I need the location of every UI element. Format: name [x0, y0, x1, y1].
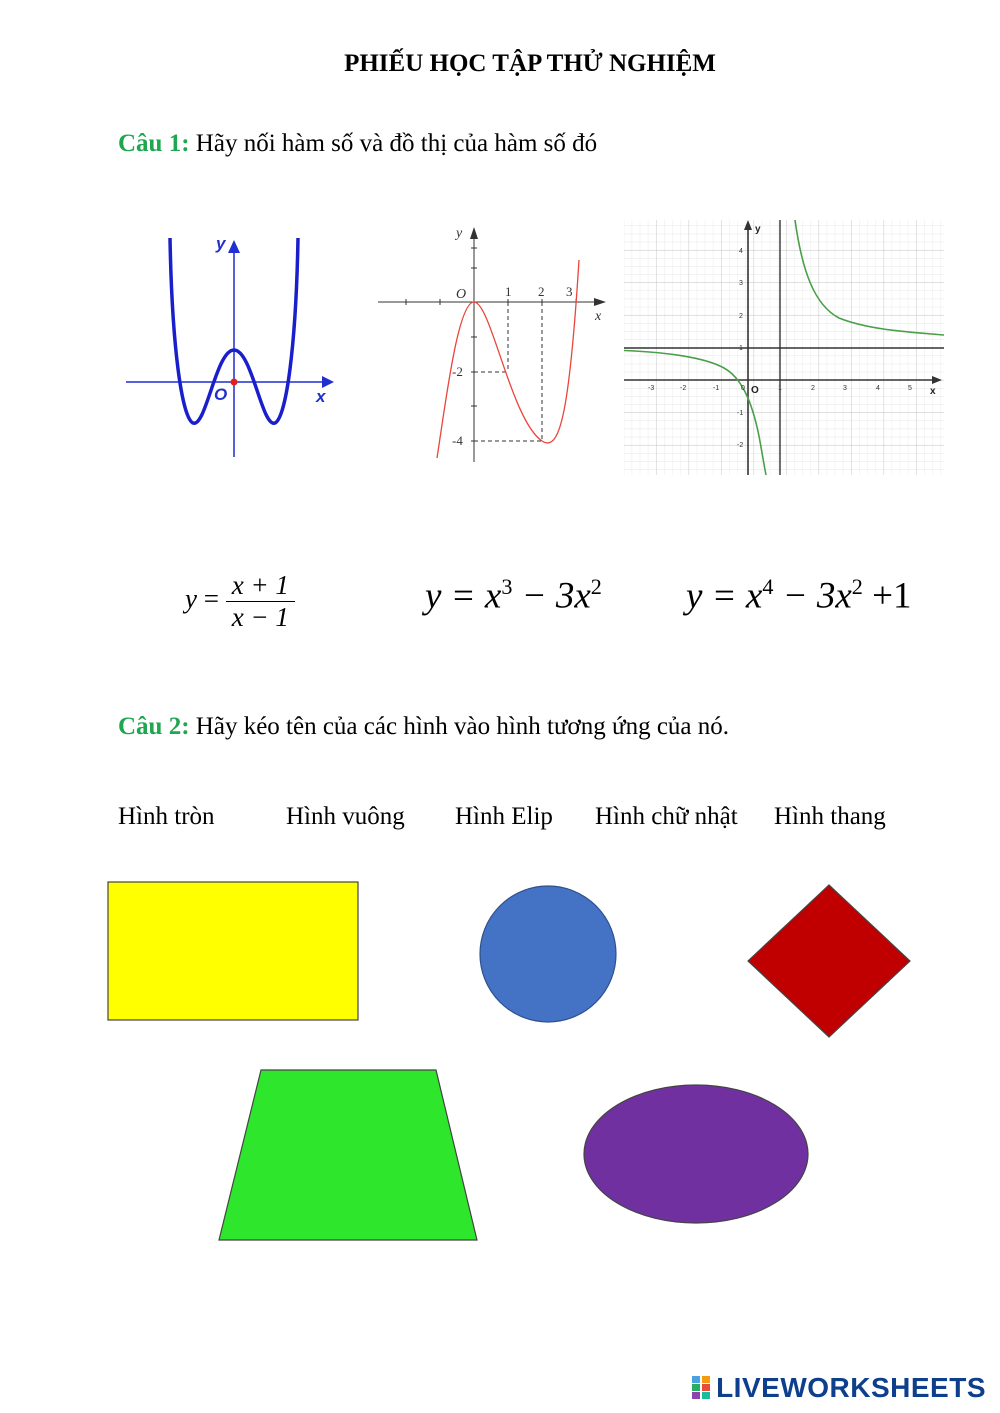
- graph-rational-y-tick: 3: [739, 280, 743, 287]
- graph-rational-y-tick: 4: [739, 248, 743, 255]
- question-2-text: Hãy kéo tên của các hình vào hình tương ứng của nó.: [189, 713, 730, 740]
- graph-rational-origin-label: O: [751, 385, 759, 396]
- graph-rational-y-label: y: [755, 224, 761, 235]
- graph-rational-x-label: x: [930, 386, 936, 397]
- graph-rational-y-tick: -2: [737, 442, 744, 449]
- graph-rational-y-tick: 1: [739, 345, 743, 352]
- graph-cubic-x-label: x: [595, 309, 602, 324]
- formula-quartic-part-c: +1: [862, 575, 912, 617]
- formula-cubic[interactable]: [425, 574, 602, 617]
- question-1: [118, 130, 597, 158]
- formula-cubic-part-a: y = x: [425, 575, 502, 617]
- shapes-area: [100, 870, 940, 1250]
- question-1-text: Hãy nối hàm số và đồ thị của hàm số đó: [189, 130, 598, 157]
- graph-cubic-y-tick-neg2: -2: [452, 364, 463, 379]
- graph-cubic-y-tick-neg4: -4: [452, 433, 463, 448]
- graph-rational-y-tick: -1: [737, 410, 744, 417]
- graph-cubic-x-tick-3: 3: [566, 284, 573, 299]
- formula-cubic-exp-b: 2: [590, 574, 602, 599]
- page-title: PHIẾU HỌC TẬP THỬ NGHIỆM: [344, 50, 716, 77]
- shape-square[interactable]: [748, 885, 910, 1037]
- graph-rational-x-tick: 2: [811, 385, 815, 392]
- graph-quartic-origin-dot: [231, 379, 238, 386]
- question-2: [118, 713, 729, 741]
- graph-rational-x-tick: 1: [778, 385, 782, 392]
- name-ellipse[interactable]: Hình Elip: [455, 803, 553, 830]
- name-circle[interactable]: Hình tròn: [118, 803, 215, 830]
- graph-rational-x-tick: 4: [876, 385, 880, 392]
- graph-rational[interactable]: [624, 220, 944, 475]
- name-rectangle[interactable]: Hình chữ nhật: [595, 803, 738, 830]
- graph-rational-x-tick: -3: [648, 385, 655, 392]
- formula-rational-numerator: x + 1: [226, 570, 295, 602]
- graph-rational-x-tick: 5: [908, 385, 912, 392]
- formula-quartic-exp-b: 2: [851, 574, 863, 599]
- graph-rational-x-tick: -1: [713, 385, 720, 392]
- graph-cubic[interactable]: [376, 220, 612, 465]
- formula-rational-eq: =: [203, 583, 219, 614]
- formula-quartic[interactable]: [686, 574, 912, 617]
- footer-brand-text: LIVEWORKSHEETS: [716, 1372, 986, 1403]
- graph-cubic-x-tick-2: 2: [538, 284, 545, 299]
- liveworksheets-logo-icon: [692, 1376, 712, 1400]
- name-trapezoid[interactable]: Hình thang: [774, 803, 886, 830]
- formula-rational[interactable]: [185, 570, 295, 633]
- formula-rational-lhs: y: [185, 583, 197, 614]
- graph-cubic-origin-label: O: [456, 287, 467, 302]
- graph-quartic-origin-label: O: [214, 385, 228, 404]
- graph-cubic-ticks: [406, 248, 576, 441]
- formula-quartic-exp-a: 4: [762, 574, 774, 599]
- question-2-label: Câu 2:: [118, 713, 190, 740]
- graph-cubic-y-label: y: [456, 226, 463, 241]
- formula-rational-denominator: x − 1: [231, 602, 289, 632]
- shape-circle[interactable]: [480, 886, 616, 1022]
- formula-quartic-part-a: y = x: [686, 575, 763, 617]
- formula-cubic-part-b: − 3x: [512, 575, 591, 617]
- graph-rational-x-tick: 0: [741, 385, 745, 392]
- shape-rectangle[interactable]: [108, 882, 358, 1020]
- footer-brand[interactable]: [692, 1372, 986, 1404]
- formula-rational-fraction: [226, 570, 295, 633]
- formula-quartic-part-b: − 3x: [773, 575, 852, 617]
- question-1-label: Câu 1:: [118, 130, 190, 157]
- graph-cubic-x-arrow: [594, 298, 606, 306]
- graph-rational-x-tick: 3: [843, 385, 847, 392]
- graph-quartic[interactable]: [120, 228, 340, 463]
- graph-quartic-y-arrow: [228, 240, 240, 253]
- shape-ellipse[interactable]: [584, 1085, 808, 1223]
- graph-quartic-y-label: y: [216, 234, 226, 253]
- shape-trapezoid[interactable]: [219, 1070, 477, 1240]
- graph-rational-x-tick: -2: [680, 385, 687, 392]
- name-square[interactable]: Hình vuông: [286, 803, 405, 830]
- graph-cubic-y-arrow: [470, 227, 478, 239]
- graph-cubic-x-tick-1: 1: [505, 284, 512, 299]
- graph-quartic-x-label: x: [316, 387, 326, 406]
- graph-rational-y-tick: 2: [739, 313, 743, 320]
- graph-cubic-guides: [474, 302, 542, 441]
- formula-cubic-exp-a: 3: [501, 574, 513, 599]
